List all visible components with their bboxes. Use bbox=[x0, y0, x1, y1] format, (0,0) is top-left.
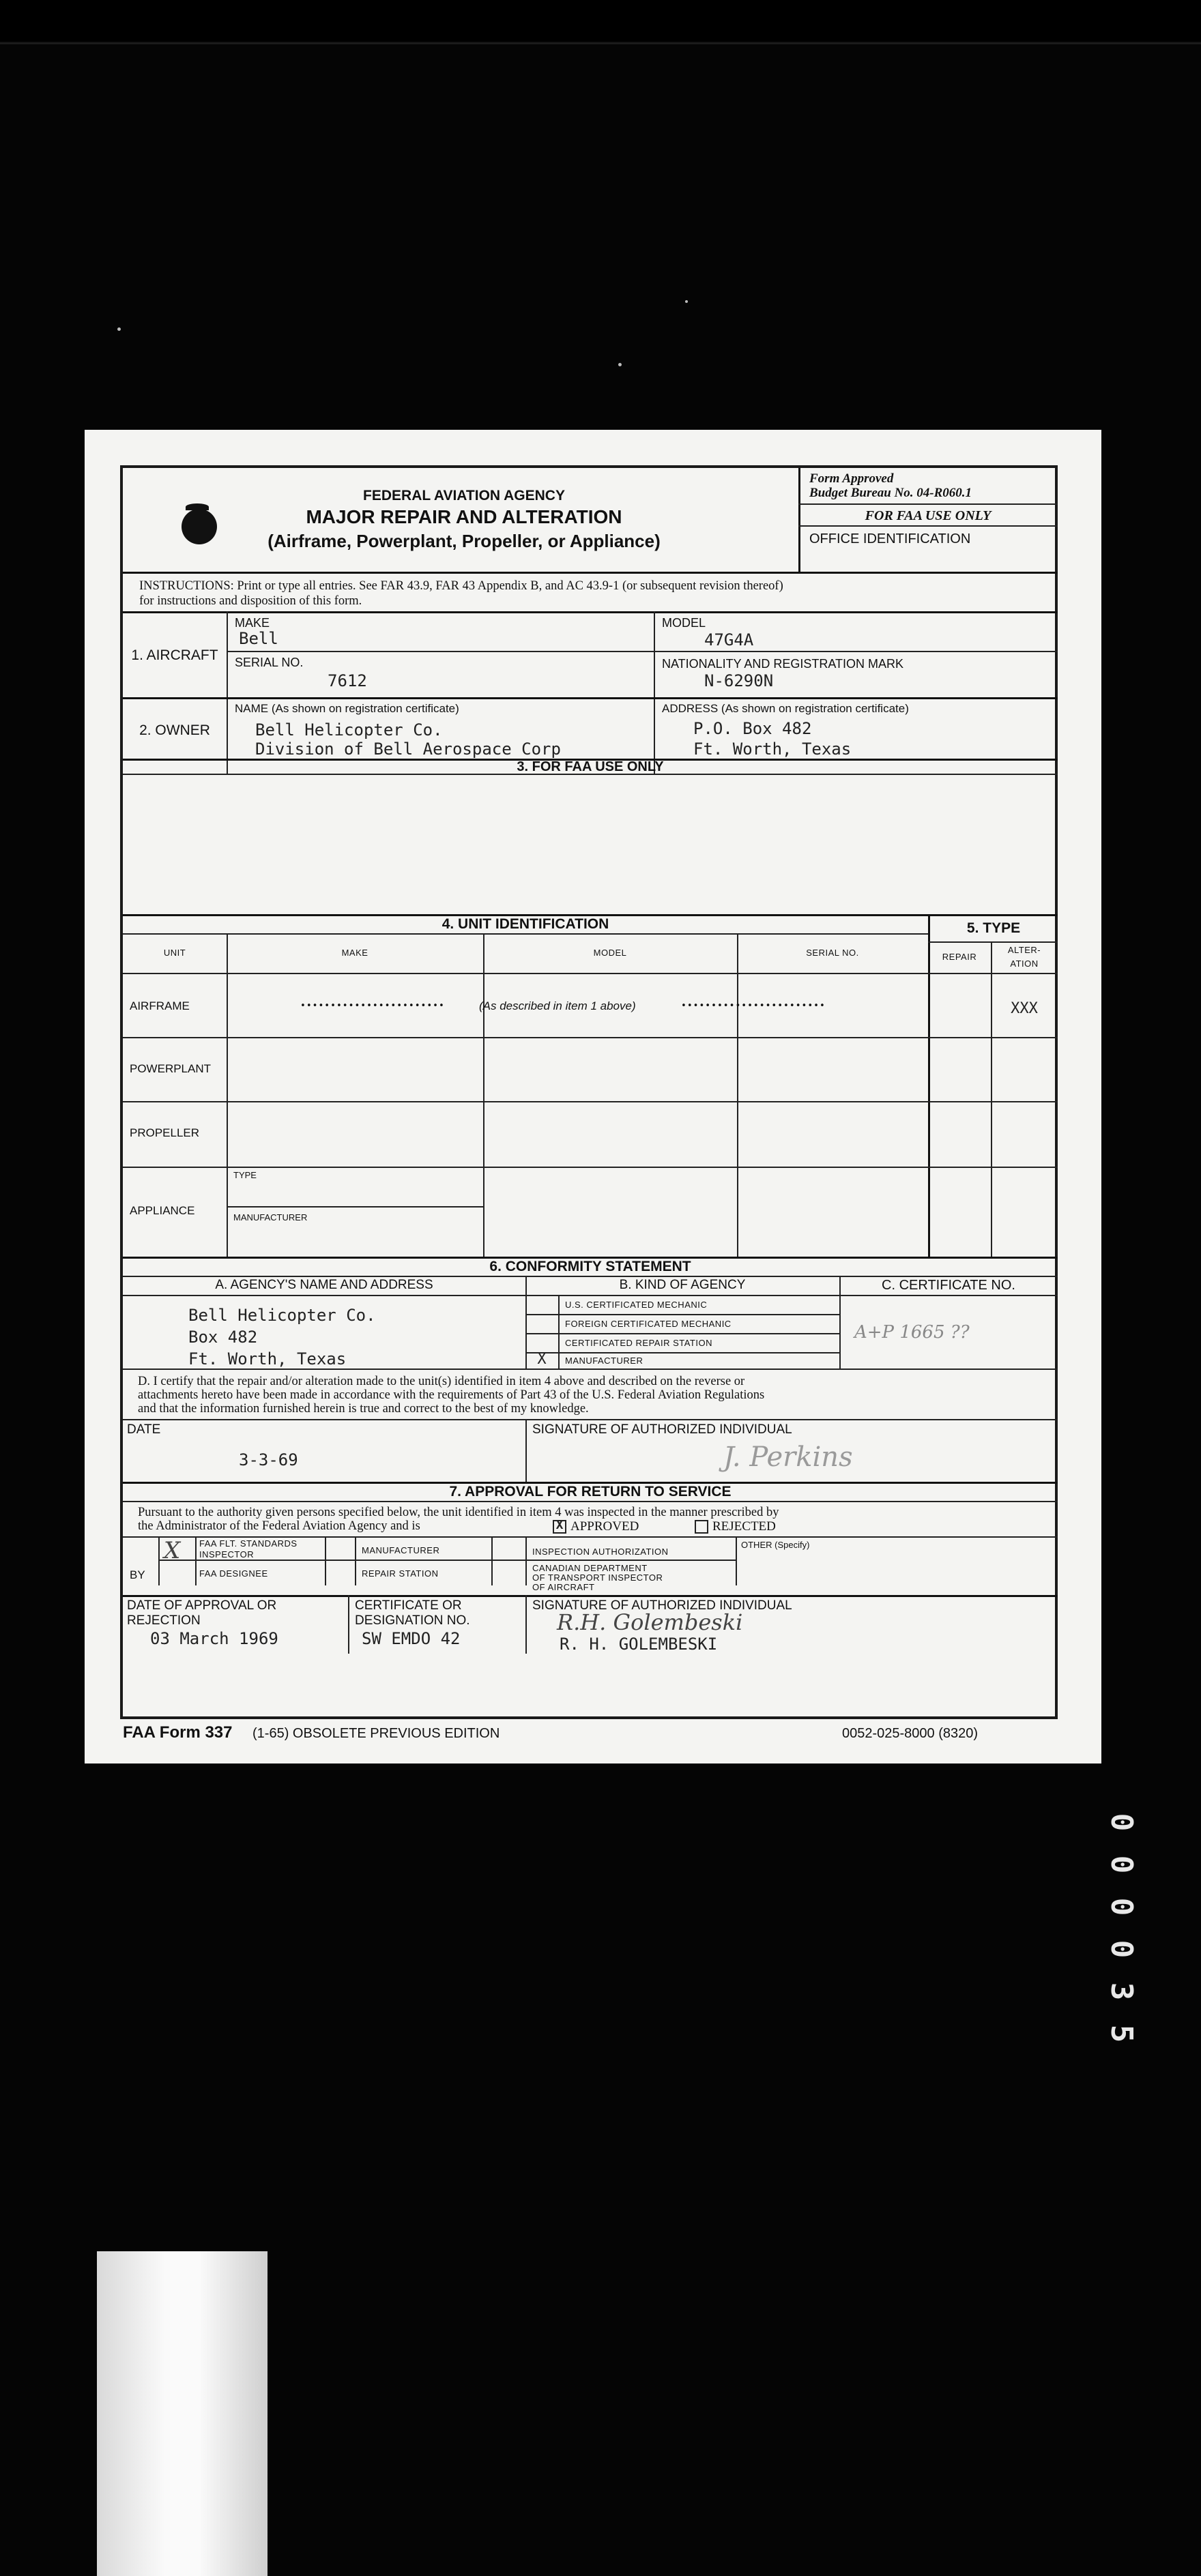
faa-designee: FAA DESIGNEE bbox=[199, 1568, 268, 1579]
rule bbox=[123, 1101, 1058, 1102]
rule bbox=[654, 611, 655, 774]
rule bbox=[123, 1536, 1058, 1538]
airframe-dashes-right: •••••••••••••••••••••••• bbox=[681, 1001, 826, 1011]
faa-seal bbox=[182, 509, 217, 544]
repair-station-option: REPAIR STATION bbox=[362, 1568, 439, 1579]
aircraft-section-label: 1. AIRCRAFT bbox=[131, 647, 218, 663]
form-edition: (1-65) OBSOLETE PREVIOUS EDITION bbox=[252, 1726, 500, 1741]
row-appliance: APPLIANCE bbox=[130, 1204, 195, 1217]
film-speck bbox=[685, 300, 688, 303]
approval-cert-no: SW EMDO 42 bbox=[362, 1629, 461, 1648]
agency-name-label: A. AGENCY'S NAME AND ADDRESS bbox=[215, 1278, 433, 1292]
rule bbox=[525, 1419, 527, 1482]
rule bbox=[123, 1167, 1058, 1168]
office-identification-label: OFFICE IDENTIFICATION bbox=[809, 531, 971, 546]
col-alteration-2: ATION bbox=[1010, 958, 1039, 969]
agency-line1: Bell Helicopter Co. bbox=[188, 1306, 376, 1325]
serial-label: SERIAL NO. bbox=[235, 656, 304, 669]
rule bbox=[123, 973, 1058, 974]
agency-line2: Box 482 bbox=[188, 1328, 258, 1347]
rule bbox=[525, 1352, 839, 1353]
by-mark: X bbox=[164, 1537, 181, 1564]
rule bbox=[558, 1295, 560, 1368]
rule bbox=[123, 1368, 1058, 1370]
model-label: MODEL bbox=[662, 616, 706, 630]
rule bbox=[737, 933, 738, 1257]
canadian-line3: OF AIRCRAFT bbox=[532, 1582, 595, 1592]
rule bbox=[227, 611, 228, 774]
rule bbox=[525, 1314, 839, 1315]
frame-digit: 0 bbox=[1104, 1855, 1139, 1874]
owner-address-label: ADDRESS (As shown on registration certificate) bbox=[662, 702, 909, 715]
approval-signature: R.H. Golembeski bbox=[557, 1609, 743, 1635]
col-serial: SERIAL NO. bbox=[806, 948, 859, 958]
frame-digit: 5 bbox=[1104, 2024, 1139, 2043]
film-top-edge bbox=[0, 0, 1201, 41]
film-edge-line bbox=[0, 42, 1201, 44]
col-repair: REPAIR bbox=[942, 952, 977, 962]
budget-bureau: Budget Bureau No. 04-R060.1 bbox=[809, 486, 972, 500]
rule bbox=[158, 1560, 736, 1561]
frame-digit: 0 bbox=[1104, 1813, 1139, 1832]
frame-digit: 3 bbox=[1104, 1982, 1139, 2001]
aircraft-make: Bell bbox=[239, 629, 278, 648]
faa-use-only-label: 3. FOR FAA USE ONLY bbox=[517, 759, 664, 774]
col-unit: UNIT bbox=[163, 948, 186, 958]
appliance-type-label: TYPE bbox=[233, 1170, 257, 1180]
rule bbox=[928, 941, 1058, 943]
row-airframe: AIRFRAME bbox=[130, 999, 190, 1012]
rule bbox=[928, 914, 930, 1257]
rule bbox=[355, 1536, 356, 1585]
conformity-date-label: DATE bbox=[127, 1422, 161, 1437]
approval-signature-label: SIGNATURE OF AUTHORIZED INDIVIDUAL bbox=[532, 1598, 792, 1613]
col-alteration-1: ALTER- bbox=[1007, 945, 1041, 955]
make-label: MAKE bbox=[235, 616, 270, 630]
certify-line2: attachments hereto have been made in accordance with the requirements of Part 43 of the U.S. Federal Aviation Regulations bbox=[138, 1388, 765, 1402]
approval-date: 03 March 1969 bbox=[150, 1629, 278, 1648]
airframe-note: (As described in item 1 above) bbox=[479, 999, 636, 1012]
certify-line3: and that the information furnished herein is true and correct to the best of my knowledge. bbox=[138, 1402, 589, 1416]
form-approved: Form Approved bbox=[809, 471, 894, 486]
rule bbox=[348, 1595, 349, 1654]
certificate-no-label: C. CERTIFICATE NO. bbox=[882, 1278, 1015, 1293]
approval-signer-name: R. H. GOLEMBESKI bbox=[560, 1635, 718, 1654]
rule bbox=[525, 1595, 527, 1654]
rule bbox=[123, 572, 1058, 574]
film-frame-number bbox=[1100, 1801, 1148, 2060]
registration-mark: N-6290N bbox=[704, 671, 774, 690]
canadian-line1: CANADIAN DEPARTMENT bbox=[532, 1563, 648, 1573]
aircraft-model: 47G4A bbox=[704, 630, 754, 649]
rule bbox=[195, 1536, 197, 1585]
faa-standards-line2: INSPECTOR bbox=[199, 1549, 255, 1560]
rule bbox=[227, 1206, 483, 1208]
frame-digit: 0 bbox=[1104, 1897, 1139, 1916]
seal-wing bbox=[186, 503, 209, 510]
airframe-dashes-left: •••••••••••••••••••••••• bbox=[300, 1001, 445, 1011]
rule bbox=[798, 525, 1058, 527]
faa-standards-line1: FAA FLT. STANDARDS bbox=[199, 1538, 298, 1549]
approved-label: APPROVED bbox=[570, 1519, 639, 1534]
rule bbox=[736, 1536, 737, 1585]
row-propeller: PROPELLER bbox=[130, 1126, 200, 1139]
owner-name-line2: Division of Bell Aerospace Corp bbox=[255, 740, 561, 759]
type-label: 5. TYPE bbox=[966, 920, 1021, 936]
film-speck bbox=[117, 327, 121, 331]
rule bbox=[325, 1536, 326, 1585]
rejected-label: REJECTED bbox=[712, 1519, 776, 1534]
approval-text-line1: Pursuant to the authority given persons specified below, the unit identified in item 4 was inspected in the manner prescribed by bbox=[138, 1506, 779, 1519]
rule bbox=[491, 1536, 493, 1585]
conformity-date: 3-3-69 bbox=[239, 1450, 298, 1469]
rejected-checkbox bbox=[695, 1520, 708, 1534]
rule bbox=[991, 941, 992, 1257]
frame-digit: 0 bbox=[1104, 1940, 1139, 1959]
agency-line3: Ft. Worth, Texas bbox=[188, 1349, 347, 1368]
approval-date-label-1: DATE OF APPROVAL OR bbox=[127, 1598, 277, 1613]
approval-cert-label-1: CERTIFICATE OR bbox=[355, 1598, 462, 1613]
owner-address-line2: Ft. Worth, Texas bbox=[693, 740, 852, 759]
inspection-authorization-option: INSPECTION AUTHORIZATION bbox=[532, 1547, 669, 1557]
rule bbox=[123, 697, 1058, 699]
rule bbox=[123, 774, 1058, 775]
rule bbox=[525, 1333, 839, 1334]
rule bbox=[798, 503, 1058, 505]
kind-manufacturer: MANUFACTURER bbox=[565, 1356, 643, 1366]
other-specify-label: OTHER (Specify) bbox=[741, 1540, 810, 1550]
rule bbox=[123, 1276, 1058, 1277]
conformity-label: 6. CONFORMITY STATEMENT bbox=[489, 1259, 691, 1274]
rule bbox=[123, 1295, 1058, 1296]
col-make: MAKE bbox=[341, 948, 368, 958]
instructions-line2: for instructions and disposition of this form. bbox=[139, 594, 362, 608]
owner-name-label: NAME (As shown on registration certificate) bbox=[235, 702, 459, 715]
conformity-signature: J. Perkins bbox=[723, 1441, 853, 1473]
rule bbox=[227, 933, 228, 1257]
agency-name: FEDERAL AVIATION AGENCY bbox=[363, 488, 565, 503]
kind-us-mechanic: U.S. CERTIFICATED MECHANIC bbox=[565, 1300, 708, 1310]
rule bbox=[123, 611, 1058, 613]
owner-section-label: 2. OWNER bbox=[139, 722, 210, 738]
stock-number: 0052-025-8000 (8320) bbox=[842, 1726, 979, 1741]
instructions-line1: INSTRUCTIONS: Print or type all entries. See FAR 43.9, FAR 43 Appendix B, and AC 43.9-1 (or subsequent revision thereof) bbox=[139, 579, 783, 593]
owner-address-line1: P.O. Box 482 bbox=[693, 719, 812, 738]
canadian-line2: OF TRANSPORT INSPECTOR bbox=[532, 1572, 663, 1583]
rule bbox=[123, 1419, 1058, 1420]
kind-repair-station: CERTIFICATED REPAIR STATION bbox=[565, 1338, 712, 1348]
faa-use-only-header: FOR FAA USE ONLY bbox=[865, 508, 992, 523]
approval-label: 7. APPROVAL FOR RETURN TO SERVICE bbox=[449, 1484, 732, 1499]
unit-identification-label: 4. UNIT IDENTIFICATION bbox=[442, 916, 609, 932]
approval-text-line2: the Administrator of the Federal Aviation Agency and is bbox=[138, 1519, 420, 1533]
kind-of-agency-label: B. KIND OF AGENCY bbox=[619, 1278, 746, 1292]
manufacturer-option: MANUFACTURER bbox=[362, 1545, 440, 1555]
col-model: MODEL bbox=[593, 948, 627, 958]
rule bbox=[525, 1536, 527, 1585]
conformity-signature-label: SIGNATURE OF AUTHORIZED INDIVIDUAL bbox=[532, 1422, 792, 1437]
rule bbox=[227, 651, 1058, 652]
certificate-number: A+P 1665 ?? bbox=[854, 1322, 970, 1343]
form-title: MAJOR REPAIR AND ALTERATION bbox=[306, 506, 622, 527]
rule bbox=[158, 1536, 160, 1585]
airframe-alteration-mark: XXX bbox=[1011, 1000, 1038, 1017]
form-number: FAA Form 337 bbox=[123, 1723, 233, 1742]
rule bbox=[123, 933, 928, 935]
owner-name-line1: Bell Helicopter Co. bbox=[255, 720, 443, 740]
rule bbox=[123, 1501, 1058, 1502]
nationality-label: NATIONALITY AND REGISTRATION MARK bbox=[662, 657, 904, 671]
certify-line1: D. I certify that the repair and/or alteration made to the unit(s) identified in item 4 above and described on the reverse or bbox=[138, 1375, 745, 1388]
film-speck bbox=[618, 363, 622, 366]
approved-check-mark: X bbox=[555, 1518, 564, 1532]
row-powerplant: POWERPLANT bbox=[130, 1062, 212, 1075]
aircraft-serial: 7612 bbox=[328, 671, 367, 690]
approval-date-label-2: REJECTION bbox=[127, 1613, 201, 1628]
appliance-manufacturer-label: MANUFACTURER bbox=[233, 1212, 308, 1223]
rule bbox=[839, 1276, 841, 1368]
by-label: BY bbox=[130, 1568, 145, 1581]
rule bbox=[123, 1595, 1058, 1597]
rule bbox=[123, 1037, 1058, 1038]
form-subtitle: (Airframe, Powerplant, Propeller, or Appliance) bbox=[267, 531, 661, 551]
kind-foreign-mechanic: FOREIGN CERTIFICATED MECHANIC bbox=[565, 1319, 732, 1329]
film-glare bbox=[97, 2251, 267, 2576]
manufacturer-check-mark: X bbox=[537, 1351, 547, 1368]
faa-form-337 bbox=[120, 465, 1058, 1719]
rule bbox=[483, 933, 484, 1257]
approval-cert-label-2: DESIGNATION NO. bbox=[355, 1613, 470, 1628]
